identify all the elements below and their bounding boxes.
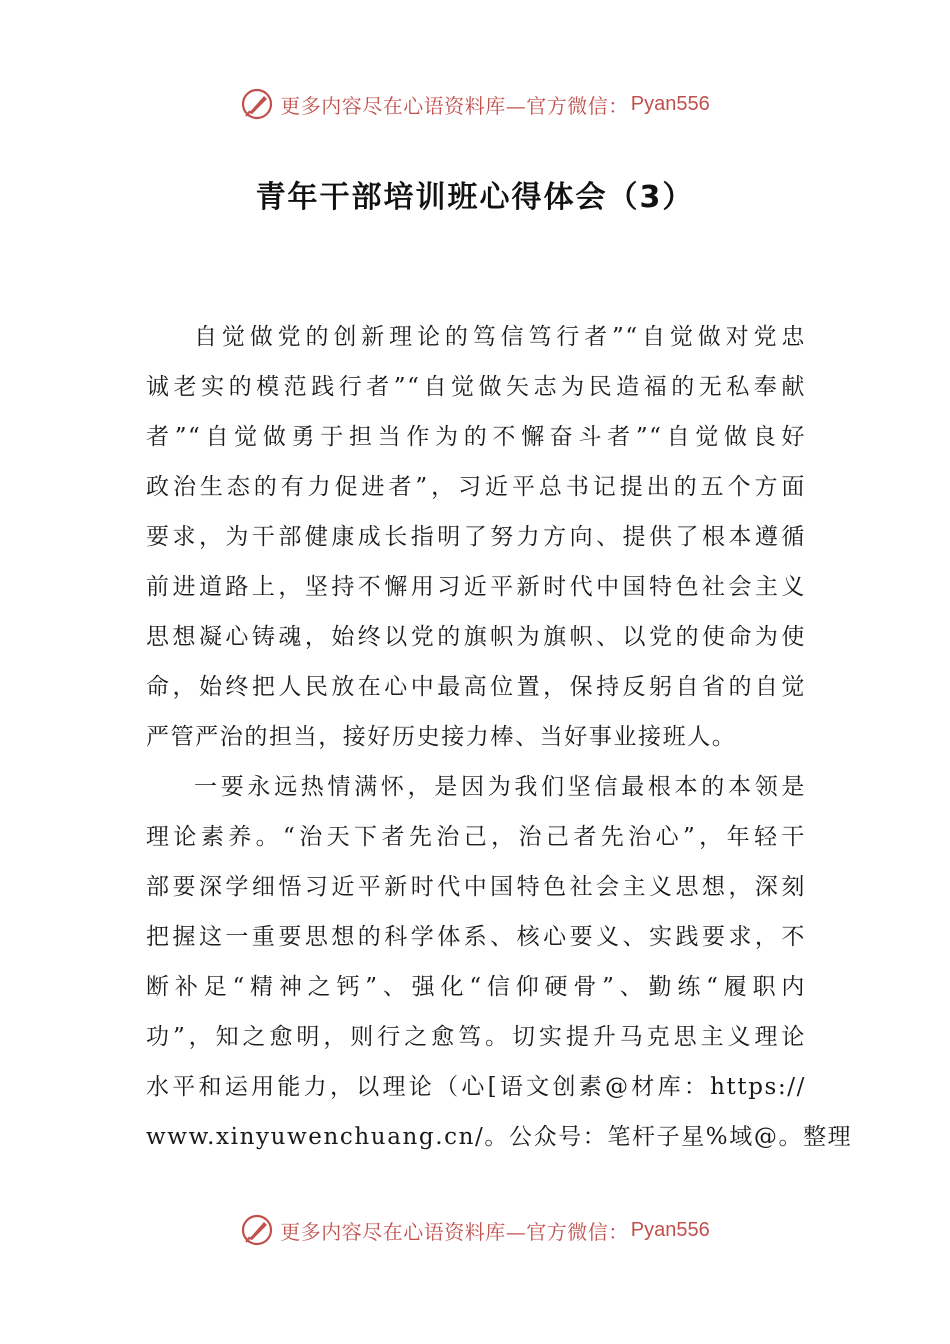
paragraph-line: 思想凝心铸魂，始终以党的旗帜为旗帜、以党的使命为使 <box>146 624 806 650</box>
paragraph-line: 诚老实的模范践行者”“自觉做矢志为民造福的无私奉献 <box>146 374 806 400</box>
quill-logo-icon <box>240 1213 274 1247</box>
paragraph-line: 功”，知之愈明，则行之愈笃。切实提升马克思主义理论 <box>146 1024 806 1050</box>
paragraph-line: 要求，为干部健康成长指明了努力方向、提供了根本遵循 <box>146 524 806 550</box>
banner-text: 更多内容尽在心语资料库—官方微信： <box>280 1219 629 1244</box>
paragraph-line: 严管严治的担当，接好历史接力棒、当好事业接班人。 <box>146 724 737 750</box>
paragraph-line: 前进道路上，坚持不懈用习近平新时代中国特色社会主义 <box>146 574 806 600</box>
quill-logo-icon <box>240 87 274 121</box>
banner-wechat-id: Pyan556 <box>630 1218 710 1241</box>
paragraph-line: 理论素养。“治天下者先治己，治己者先治心”，年轻干 <box>146 824 806 850</box>
paragraph-line: 部要深学细悟习近平新时代中国特色社会主义思想，深刻 <box>146 874 806 900</box>
paragraph-line: 把握这一重要思想的科学体系、核心要义、实践要求，不 <box>146 924 806 950</box>
document-body <box>146 312 853 1162</box>
banner-wechat-id: Pyan556 <box>630 92 710 115</box>
banner-text: 更多内容尽在心语资料库—官方微信： <box>280 93 629 118</box>
paragraph-line: 一要永远热情满怀，是因为我们坚信最根本的本领是 <box>194 774 806 800</box>
paragraph-line: 断补足“精神之钙”、强化“信仰硬骨”、勤练“履职内 <box>146 974 806 1000</box>
paragraph-line: www.xinyuwenchuang.cn/。公众号：笔杆子星%域@。整理 <box>146 1124 853 1150</box>
footer-banner <box>0 1210 950 1250</box>
paragraph-line: 政治生态的有力促进者”，习近平总书记提出的五个方面 <box>146 474 806 500</box>
header-banner <box>0 84 950 124</box>
paragraph-line: 者”“自觉做勇于担当作为的不懈奋斗者”“自觉做良好 <box>146 424 806 450</box>
paragraph-line: 水平和运用能力，以理论（心[语文创素@材库：https:// <box>146 1074 806 1100</box>
paragraph-line: 自觉做党的创新理论的笃信笃行者”“自觉做对党忠 <box>194 324 806 350</box>
document-title: 青年干部培训班心得体会（3） <box>255 180 695 215</box>
paragraph-line: 命，始终把人民放在心中最高位置，保持反躬自省的自觉 <box>146 674 806 700</box>
